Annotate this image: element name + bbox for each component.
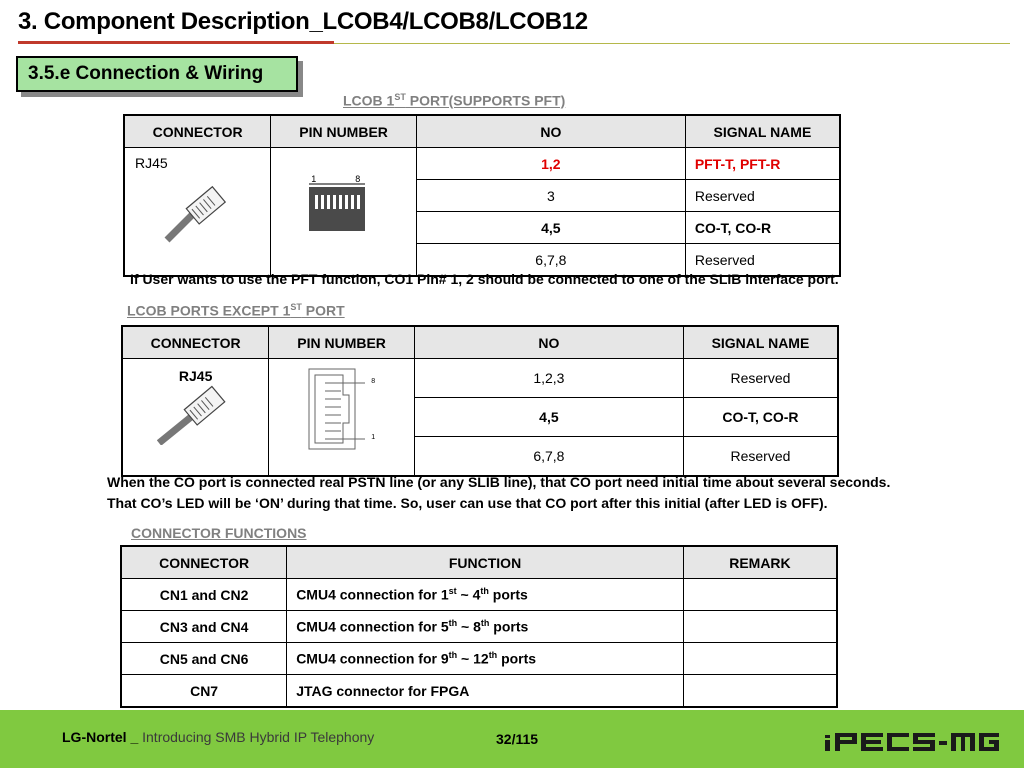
table1-connector-cell — [124, 148, 271, 277]
table1-heading — [343, 92, 565, 109]
table3 — [120, 545, 838, 708]
table1-heading-sup: ST — [394, 92, 406, 102]
table3-function-4: JTAG connector for FPGA — [287, 675, 684, 708]
table2-header-row — [122, 326, 838, 359]
table1-pin-label-1: 1 — [311, 174, 317, 184]
table1-no-1: 1,2 — [416, 148, 685, 180]
table2-pin-cell — [269, 359, 415, 477]
table3-header-row — [121, 546, 837, 579]
table1 — [123, 114, 841, 277]
page-number: 32/115 — [496, 731, 539, 747]
table-row — [122, 359, 838, 398]
table1-signal-4: Reserved — [685, 244, 840, 277]
table1-note: If User wants to use the PFT function, CO1 Pin# 1, 2 should be connected to one of the SLIB interface port. — [130, 271, 839, 287]
table2-col-connector: CONNECTOR — [122, 326, 269, 359]
table3-function-2: CMU4 connection for 5th ~ 8th ports — [287, 611, 684, 643]
table2-note — [107, 472, 890, 514]
table-row — [121, 579, 837, 611]
rj45-plug-icon — [163, 184, 233, 244]
table3-connector-3: CN5 and CN6 — [121, 643, 287, 675]
table2-note-line1: When the CO port is connected real PSTN line (or any SLIB line), that CO port need initial time about several seconds. — [107, 474, 891, 490]
table2-signal-1: Reserved — [683, 359, 838, 398]
table1-col-signal: SIGNAL NAME — [685, 115, 840, 148]
table2-no-3: 6,7,8 — [414, 437, 683, 477]
table2-heading-rest: PORT — [301, 302, 345, 319]
table2-heading — [127, 302, 345, 319]
table2-col-no: NO — [414, 326, 683, 359]
table2-heading-sup: ST — [290, 302, 302, 312]
footer-tagline: Introducing SMB Hybrid IP Telephony — [138, 729, 375, 745]
table1-header-row — [124, 115, 840, 148]
table3-remark-3 — [683, 643, 837, 675]
footer-caption — [62, 729, 374, 745]
table2-pin-label-8: 8 — [371, 378, 376, 385]
table3-connector-1: CN1 and CN2 — [121, 579, 287, 611]
table1-heading-rest: PORT(SUPPORTS PFT) — [405, 92, 566, 109]
table1-col-no: NO — [416, 115, 685, 148]
table1-no-4: 6,7,8 — [416, 244, 685, 277]
table1-connector-label: RJ45 — [135, 155, 168, 171]
table2-no-1: 1,2,3 — [414, 359, 683, 398]
table3-connector-2: CN3 and CN4 — [121, 611, 287, 643]
table2-pin-label-1: 1 — [371, 434, 376, 441]
table1-no-3: 4,5 — [416, 212, 685, 244]
title-underline — [18, 41, 334, 44]
table1-pin-cell — [271, 148, 417, 277]
table1-col-pin: PIN NUMBER — [271, 115, 417, 148]
table2-heading-main: LCOB PORTS EXCEPT 1 — [127, 302, 291, 319]
table1-signal-3: CO-T, CO-R — [685, 212, 840, 244]
table-row — [121, 611, 837, 643]
table-row — [121, 643, 837, 675]
ipecs-mg-logo — [823, 729, 999, 753]
table3-function-3: CMU4 connection for 9th ~ 12th ports — [287, 643, 684, 675]
table2-connector-cell — [122, 359, 269, 477]
table1-signal-1: PFT-T, PFT-R — [685, 148, 840, 180]
table3-col-function: FUNCTION — [287, 546, 684, 579]
table3-remark-4 — [683, 675, 837, 708]
table1-heading-main: LCOB 1 — [343, 92, 395, 109]
table-row — [124, 148, 840, 180]
table1-signal-2: Reserved — [685, 180, 840, 212]
title-rule — [334, 43, 1010, 44]
rj45-plug-icon — [157, 385, 237, 445]
table3-function-1: CMU4 connection for 1st ~ 4th ports — [287, 579, 684, 611]
table3-remark-2 — [683, 611, 837, 643]
section-label-text: 3.5.e Connection & Wiring — [28, 63, 264, 84]
table3-connector-4: CN7 — [121, 675, 287, 708]
table1-pin-label-8: 8 — [355, 174, 361, 184]
table1-no-2: 3 — [416, 180, 685, 212]
table2-col-pin: PIN NUMBER — [269, 326, 415, 359]
table3-heading: CONNECTOR FUNCTIONS — [131, 525, 307, 541]
table2-signal-3: Reserved — [683, 437, 838, 477]
table2-connector-label: RJ45 — [178, 368, 213, 384]
table3-remark-1 — [683, 579, 837, 611]
table-row — [121, 675, 837, 708]
table3-col-connector: CONNECTOR — [121, 546, 287, 579]
table2-signal-2: CO-T, CO-R — [683, 398, 838, 437]
table3-col-remark: REMARK — [683, 546, 837, 579]
rj45-jack-icon — [307, 183, 367, 233]
section-label — [16, 56, 298, 92]
table2-note-line2: That CO’s LED will be ‘ON’ during that time. So, user can use that CO port after this initial (after LED is OFF). — [107, 495, 828, 511]
rj45-pin-diagram-icon — [307, 367, 377, 451]
table2-col-signal: SIGNAL NAME — [683, 326, 838, 359]
table2 — [121, 325, 839, 477]
table1-col-connector: CONNECTOR — [124, 115, 271, 148]
footer-brand: LG-Nortel _ — [62, 729, 139, 745]
page-title: 3. Component Description_LCOB4/LCOB8/LCOB12 — [18, 8, 588, 35]
table2-no-2: 4,5 — [414, 398, 683, 437]
